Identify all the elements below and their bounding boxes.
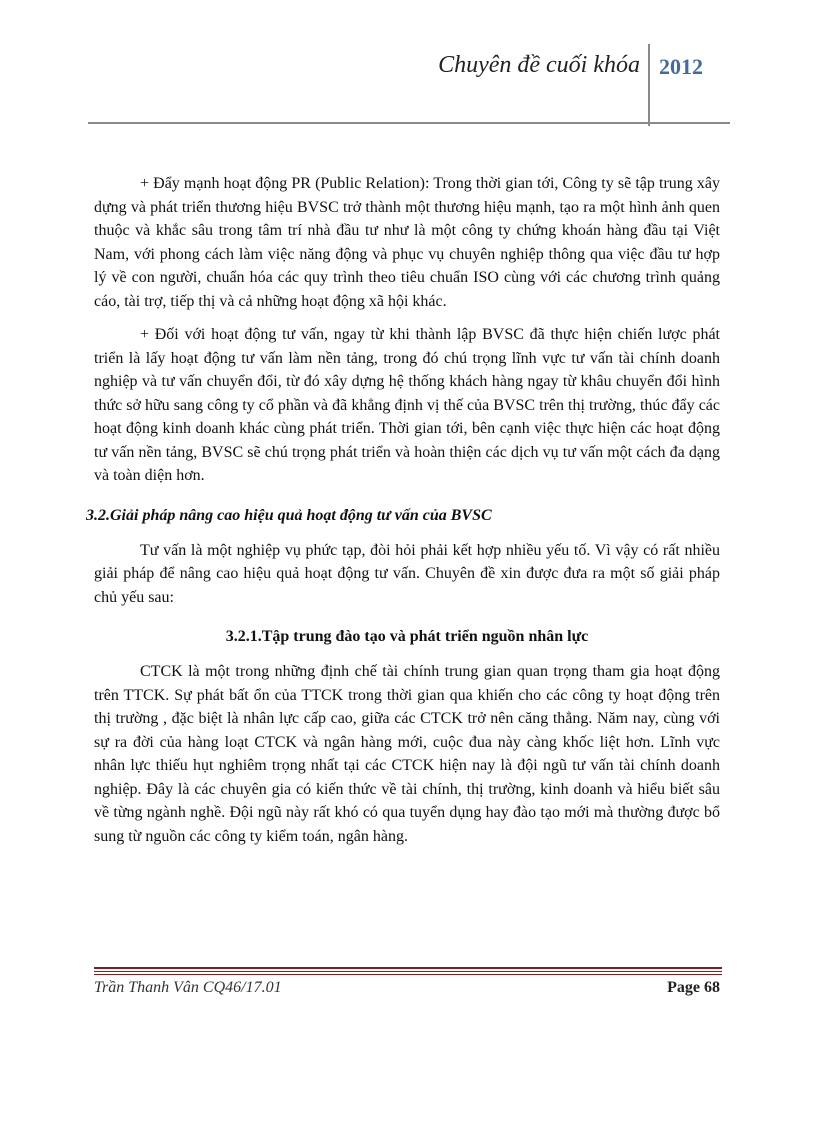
footer-rule-thin-2 — [94, 974, 722, 975]
page-number: Page 68 — [667, 979, 720, 996]
paragraph-hr: CTCK là một trong những định chế tài chính trung gian quan trọng tham gia hoạt động trên TTCK. Sự phát bất ổn của TTCK trong thời gian qua khiến cho các công ty hoạt động trên thị trường , đặc biệt là nhân lực cấp cao, giữa các CTCK trở nên căng thẳng. Năm nay, cùng với sự ra đời của hàng loạt CTCK và ngân hàng mới, cuộc đua này càng khốc liệt hơn. Lĩnh vực nhân lực thiếu hụt nghiêm trọng nhất tại các CTCK hiện nay là đội ngũ tư vấn tài chính doanh nghiệp. Đây là các chuyên gia có kiến thức về tài chính, thị trường, kinh doanh và hiểu biết sâu về từng ngành nghề. Đội ngũ này rất khó có qua tuyển dụng hay đào tạo mới mà thường được bổ sung từ nguồn các công ty kiểm toán, ngân hàng. — [94, 663, 720, 845]
header-divider-horizontal — [88, 122, 730, 124]
paragraph-intro: Tư vấn là một nghiệp vụ phức tạp, đòi hỏi phải kết hợp nhiều yếu tố. Vì vậy có rất nhiều giải pháp để nâng cao hiệu quả hoạt động tư vấn. Chuyên đề xin được đưa ra một số giải pháp chủ yếu sau: — [94, 541, 720, 606]
section-heading: 3.2.Giải pháp nâng cao hiệu quả hoạt động tư vấn của BVSC — [86, 506, 492, 524]
subsection-heading: 3.2.1.Tập trung đào tạo và phát triển nguồn nhân lực — [225, 628, 589, 645]
footer-rule-thick — [94, 967, 722, 969]
footer-author: Trần Thanh Vân CQ46/17.01 — [94, 979, 282, 996]
header-year: 2012 — [659, 54, 703, 79]
header-title: Chuyên đề cuối khóa — [438, 52, 640, 78]
footer-rule-thin — [94, 971, 722, 972]
header-divider-vertical — [648, 44, 650, 126]
page-body — [86, 172, 720, 858]
paragraph-consulting: + Đối với hoạt động tư vấn, ngay từ khi thành lập BVSC đã thực hiện chiến lược phát triển là lấy hoạt động tư vấn làm nền tảng, trong đó chú trọng lĩnh vực tư vấn tài chính doanh nghiệp và tư vấn chuyển đổi, từ đó xây dựng hệ thống khách hàng ngay từ khâu chuyển đổi hình thức sở hữu sang công ty cổ phần và đã khẳng định vị thế của BVSC trên thị trường, thúc đẩy các hoạt động kinh doanh khác cùng phát triển. Thời gian tới, bên cạnh việc thực hiện các hoạt động tư vấn nền tảng, BVSC sẽ chú trọng phát triển và hoàn thiện các dịch vụ tư vấn một cách đa dạng và toàn diện hơn. — [94, 326, 720, 484]
paragraph-pr: + Đẩy mạnh hoạt động PR (Public Relation): Trong thời gian tới, Công ty sẽ tập trung xây dựng và phát triển thương hiệu BVSC trở thành một thương hiệu mạnh, tạo ra một hình ảnh quen thuộc và khắc sâu trong tâm trí nhà đầu tư như là một công ty chứng khoán hàng đầu tại Việt Nam, với phong cách làm việc năng động và phục vụ chuyên nghiệp thông qua việc đầu tư hợp lý về con người, chuẩn hóa các quy trình theo tiêu chuẩn ISO cùng với các chương trình quảng cáo, tài trợ, tiếp thị và cả những hoạt động xã hội khác. — [94, 175, 720, 310]
